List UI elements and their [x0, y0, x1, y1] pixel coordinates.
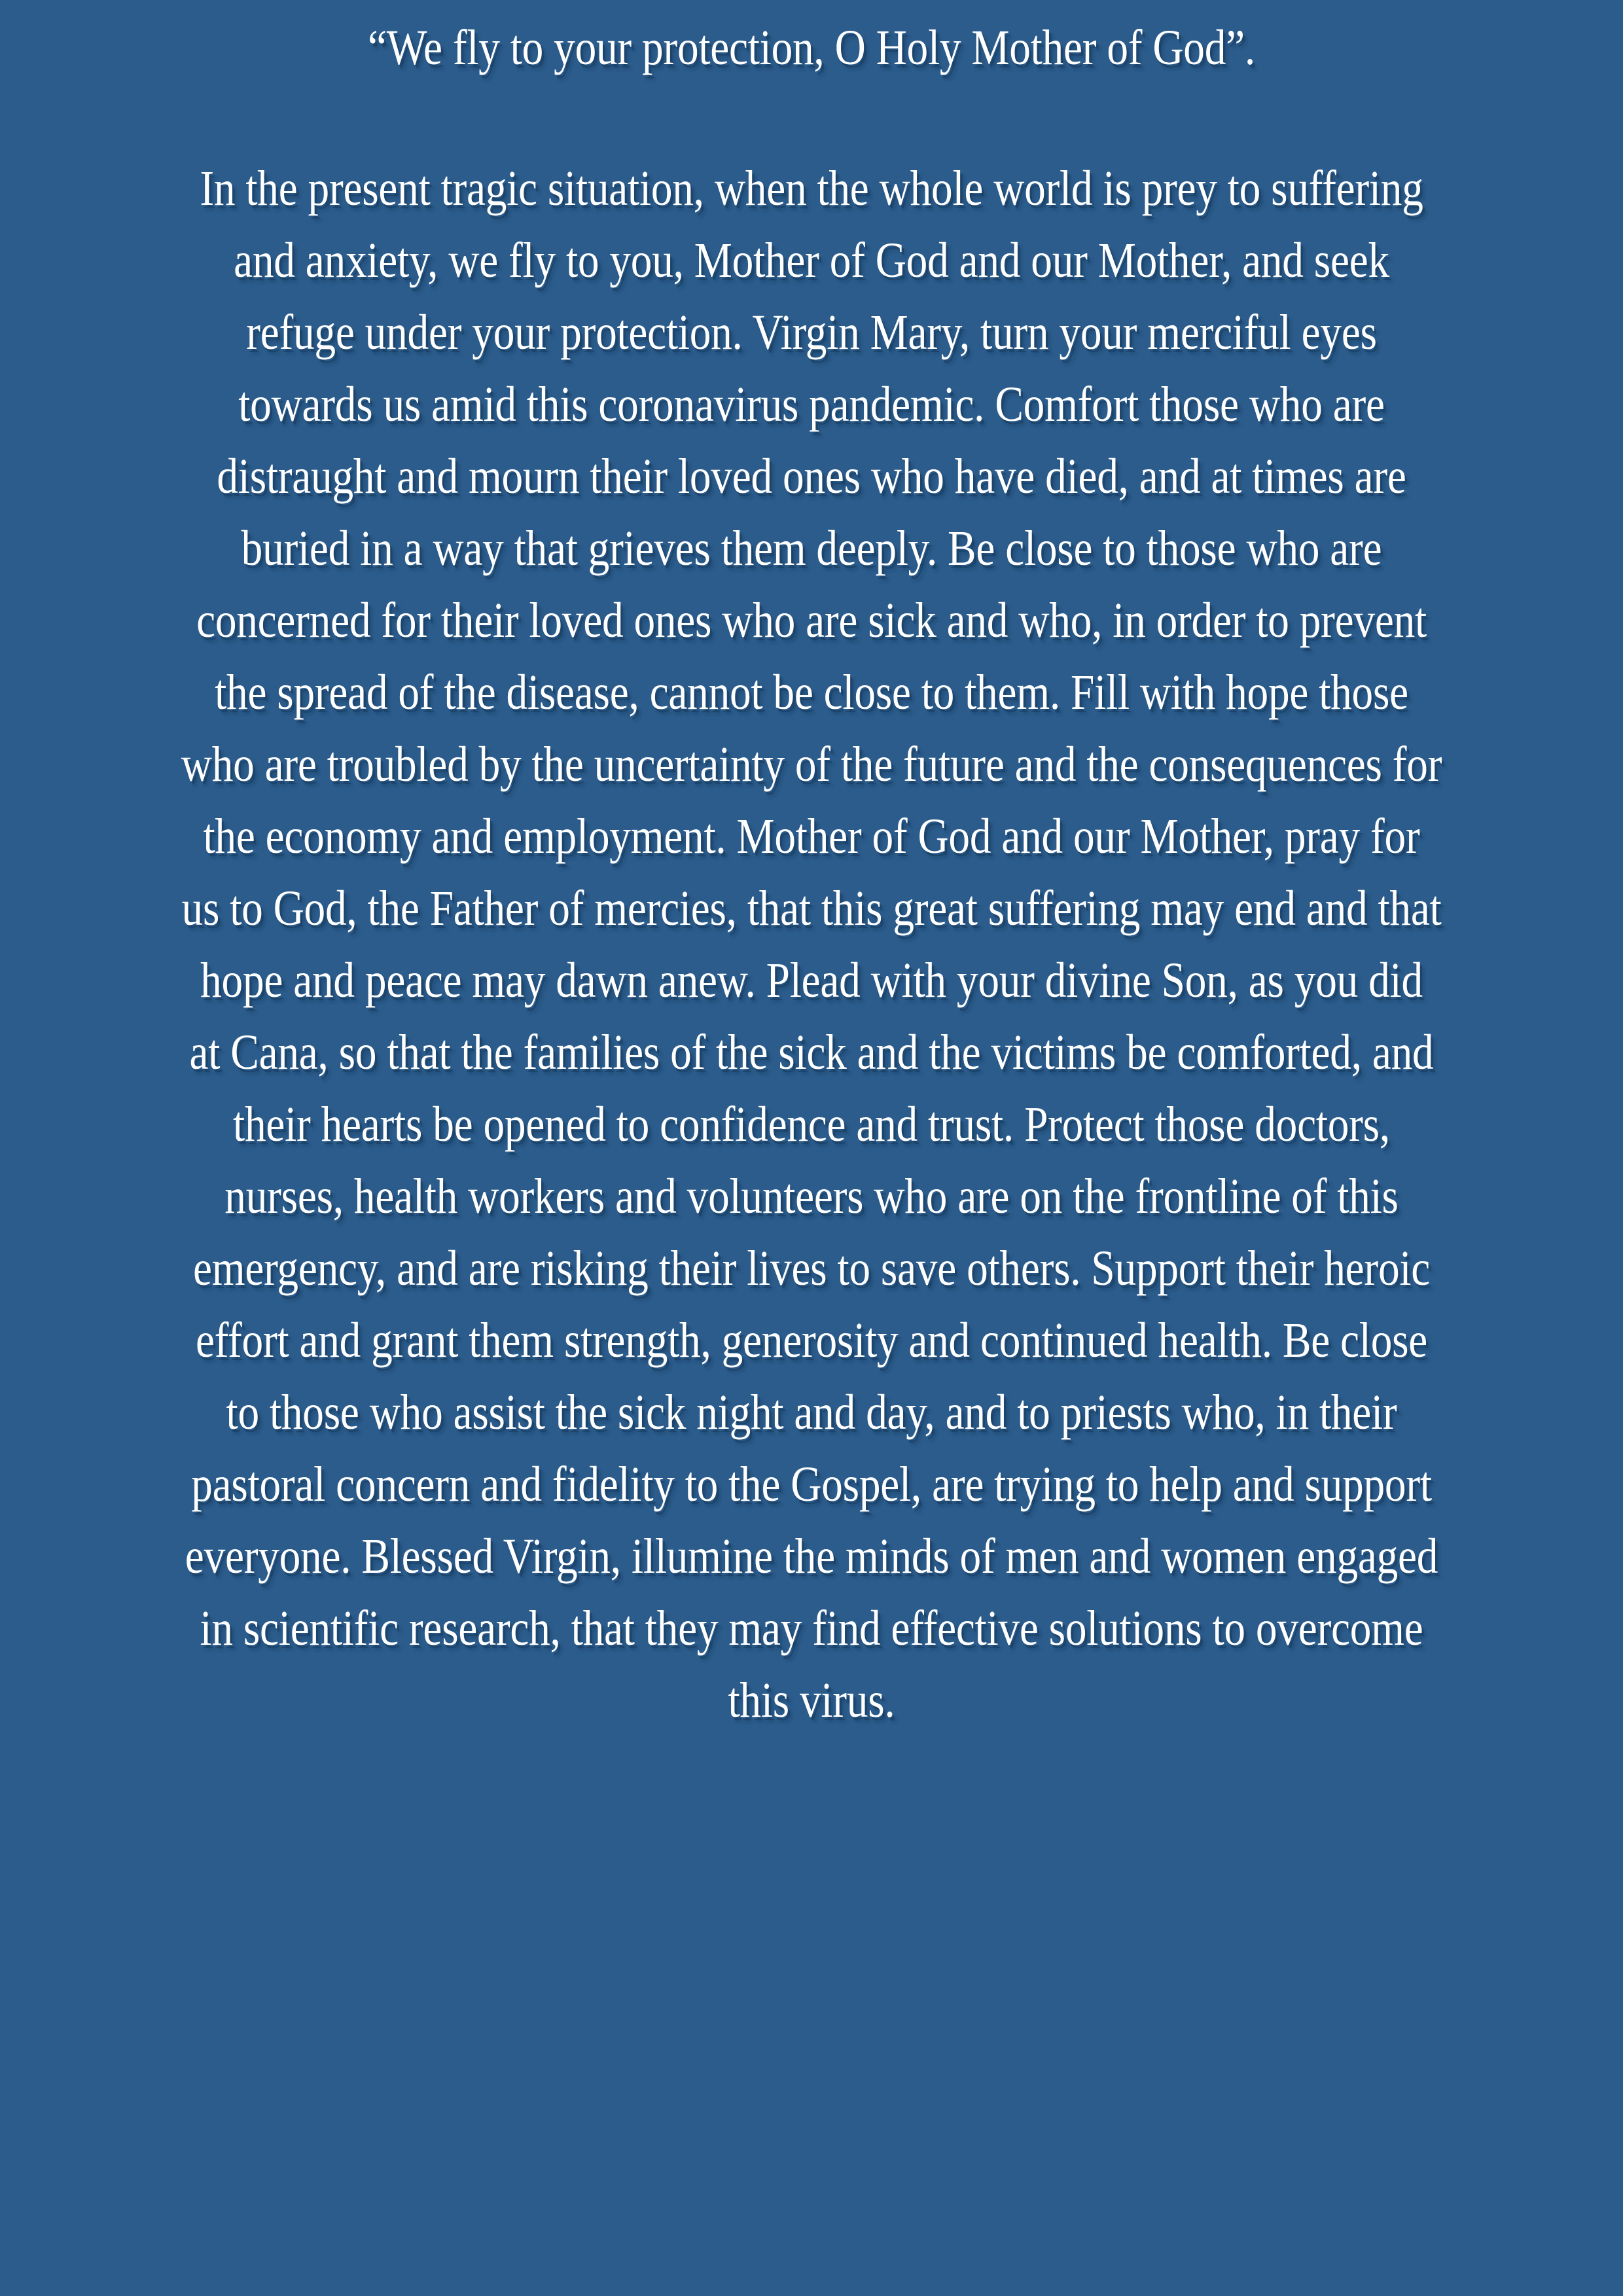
prayer-body-paragraph: In the present tragic situation, when the whole world is prey to suffering and anxiety, we fly to you, Mother of God and our Mother, and seek refuge under your protection. Virgin Mary, turn your merciful eyes towards us amid this coronavirus pandemic. Comfort those who are distraught and mourn their loved ones who have died, and at times are buried in a way that grieves them deeply. Be close to those who are concerned for their loved ones who are sick and who, in order to prevent the spread of the disease, cannot be close to them. Fill with hope those who are troubled by the uncertainty of the future and the consequences for the economy and employment. Mother of God and our Mother, pray for us to God, the Father of mercies, that this great suffering may end and that hope and peace may dawn anew. Plead with your divine Son, as you did at Cana, so that the families of the sick and the victims be comforted, and their hearts be opened to confidence and trust. Protect those doctors, nurses, health workers and volunteers who are on the frontline of this emergency, and are risking their lives to save others. Support their heroic effort and grant them strength, generosity and continued health. Be close to those who assist the sick night and day, and to priests who, in their pastoral concern and fidelity to the Gospel, are trying to help and support everyone. Blessed Virgin, illumine the minds of men and women engaged in scientific research, that they may find effective solutions to overcome this virus. [181, 161, 1442, 1728]
poster-content [77, 12, 1546, 1736]
page-title: “We fly to your protection, O Holy Mother of God”. [368, 20, 1255, 75]
title-body-spacer [77, 84, 1546, 152]
